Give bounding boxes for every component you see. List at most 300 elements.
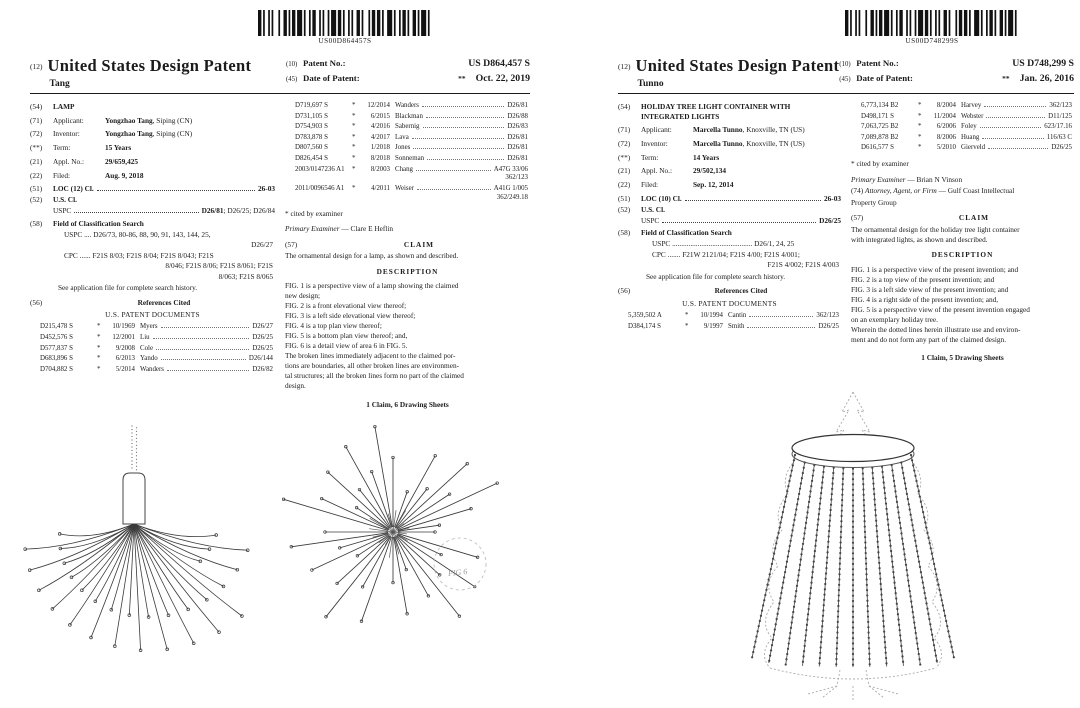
citation-star: * — [918, 102, 922, 110]
citation-star: * — [352, 112, 356, 120]
patent-date-row — [839, 73, 1074, 86]
citation-class: D26/81 — [507, 154, 528, 162]
citation-id: D754,903 S — [295, 123, 328, 131]
appl-no-label: Appl. No.: — [641, 166, 673, 176]
field-num: (57) — [285, 239, 298, 249]
citation-class: D26/144 — [248, 355, 273, 363]
us-cl-label: U.S. Cl. — [53, 195, 77, 205]
dotted-leader — [413, 145, 504, 150]
citation-name: Sabernig — [395, 123, 420, 131]
term-value: 15 Years — [105, 143, 132, 153]
dotted-leader — [74, 208, 198, 213]
dotted-leader — [416, 166, 491, 171]
citation-date: 4/2017 — [370, 133, 390, 141]
inventor-surname: Tunno — [637, 78, 664, 89]
citation-id: D826,454 S — [295, 154, 328, 162]
kind-code-12: (12) — [30, 62, 43, 72]
filed-value: Sep. 12, 2014 — [693, 179, 734, 189]
field-num: (72) — [30, 129, 43, 139]
citation-star: * — [352, 133, 356, 141]
citation-id: D731,105 S — [295, 112, 328, 120]
citation-row — [40, 366, 273, 375]
citation-star: * — [97, 365, 101, 373]
cpc-search-line2: F21S 4/002; F21S 4/003 — [767, 260, 839, 270]
uspc-primary-class: D26/25 — [819, 215, 841, 225]
citation-class: D26/25 — [252, 344, 273, 352]
term-stars: ** — [458, 74, 466, 84]
citation-name: Foley — [961, 123, 977, 131]
citation-name: Webster — [961, 112, 984, 120]
term-value: 14 Years — [693, 152, 720, 162]
dotted-leader — [153, 334, 250, 339]
inventor-address: , Siping (CN) — [152, 129, 193, 139]
citation-name: Myers — [140, 323, 158, 331]
citation-id: D683,896 S — [40, 355, 73, 363]
inventor-label: Inventor: — [641, 138, 668, 148]
dotted-leader — [161, 324, 250, 329]
citation-date: 10/1994 — [700, 312, 723, 319]
citation-id: D719,697 S — [295, 102, 328, 110]
header-number-block — [839, 55, 1074, 90]
references-cited-label: References Cited — [137, 297, 191, 307]
field-num: (51) — [618, 193, 631, 203]
citation-id: D616,577 S — [861, 144, 894, 152]
citation-star: * — [97, 355, 101, 363]
field-term — [30, 143, 275, 152]
dotted-leader — [662, 218, 816, 223]
filed-value: Aug. 9, 2018 — [105, 170, 144, 180]
citation-id: 6,773,134 B2 — [861, 102, 899, 110]
citation-id: D498,171 S — [861, 112, 894, 120]
uspc-primary-class: D26/81 — [201, 206, 224, 216]
description-line: Wherein the dotted lines herein illustrate use and environ- — [851, 324, 1021, 334]
field-num: (57) — [851, 213, 864, 223]
description-line: tal structures; all the broken lines form no part of the claimed — [285, 371, 464, 381]
description-text — [851, 265, 1074, 344]
citation-star: * — [352, 102, 356, 110]
citation-class: D26/81 — [507, 102, 528, 110]
citation-star: * — [918, 144, 922, 152]
dotted-leader — [161, 355, 246, 360]
description-line: FIG. 1 is a perspective view of the present invention; and — [851, 264, 1019, 274]
loc-class-value: 26-03 — [823, 193, 841, 203]
title-line1: HOLIDAY TREE LIGHT CONTAINER WITH — [641, 102, 791, 112]
classification-search-label: Field of Classification Search — [641, 228, 732, 238]
citation-name: Lava — [395, 133, 409, 141]
claim-line: with integrated lights, as shown and described. — [851, 234, 988, 244]
field-title — [30, 102, 275, 111]
bibliographic-column — [30, 102, 275, 409]
dotted-leader — [422, 102, 504, 107]
invention-title — [641, 102, 790, 121]
dotted-leader — [984, 102, 1046, 107]
citation-date: 9/2008 — [115, 344, 135, 352]
citation-date: 4/2016 — [370, 123, 390, 131]
citation-id: D215,478 S — [40, 323, 73, 331]
citation-date: 6/2015 — [370, 112, 390, 120]
citation-id: 7,063,725 B2 — [861, 123, 899, 131]
filed-label: Filed: — [53, 170, 71, 180]
description-line: FIG. 6 is a detail view of area 6 in FIG. 5. — [285, 341, 408, 351]
field-applicant — [618, 125, 841, 134]
citation-star: * — [352, 185, 356, 193]
citation-row — [40, 355, 273, 364]
figure-lamp-perspective — [20, 418, 265, 708]
description-line: FIG. 2 is a top view of the present invention; and — [851, 274, 995, 284]
us-patent-documents-label: U.S. PATENT DOCUMENTS — [682, 298, 777, 308]
citation-name: Blackman — [395, 112, 423, 120]
citation-row — [861, 134, 1072, 143]
field-num: (71) — [30, 115, 43, 125]
description-title: DESCRIPTION — [376, 266, 439, 276]
loc-class-label: LOC (10) Cl. — [641, 193, 682, 203]
field-num: (52) — [618, 204, 631, 214]
barcode-image — [258, 10, 433, 36]
description-line: new design; — [285, 291, 321, 301]
field-num: (22) — [30, 170, 43, 180]
citation-class: D26/25 — [1051, 144, 1072, 152]
citation-row — [40, 323, 273, 332]
references-cited-header — [618, 286, 841, 295]
citation-id: 2011/0096546 A1 — [295, 185, 345, 193]
document-type-title: United States Design Patent — [635, 56, 840, 76]
cpc-search-line: CPC ...... F21S 8/03; F21S 8/04; F21S 8/043; F21S — [64, 250, 214, 260]
citation-name: Chang — [395, 165, 413, 173]
citation-date: 6/2013 — [115, 355, 135, 363]
applicant-name: Marcella Tunno — [693, 125, 743, 135]
code-10: (10) — [286, 61, 298, 69]
citation-id: 5,359,502 A — [628, 312, 662, 319]
search-history-note: See application file for complete search history. — [58, 283, 198, 293]
attorney-label: Attorney, Agent, or Firm — [865, 186, 937, 196]
field-us-cl — [30, 195, 275, 204]
filed-label: Filed: — [641, 179, 659, 189]
citations-list — [30, 323, 275, 374]
description-line: FIG. 5 is a bottom plan view thereof; and, — [285, 331, 408, 341]
title-line1: LAMP — [53, 102, 75, 112]
citation-row — [295, 185, 528, 203]
citation-name: Wanders — [140, 365, 164, 373]
citation-date: 11/2004 — [933, 112, 956, 120]
term-label: Term: — [641, 152, 659, 162]
description-line: on an exemplary holiday tree. — [851, 314, 938, 324]
field-appl-no — [618, 166, 841, 175]
citation-name: Cole — [140, 344, 154, 352]
citation-id: 2003/0147236 A1 — [295, 165, 345, 173]
citation-date: 12/2001 — [112, 334, 135, 342]
dotted-leader — [423, 123, 505, 128]
citation-class2: 362/123 — [505, 174, 528, 182]
applicant-address: , Knoxville, TN (US) — [742, 125, 805, 135]
us-cl-uspc-row — [641, 216, 841, 225]
code-10: (10) — [839, 61, 851, 69]
classification-search-label: Field of Classification Search — [53, 218, 144, 228]
description-title: DESCRIPTION — [931, 250, 994, 260]
citation-class: D26/25 — [252, 334, 273, 342]
loc-class-value: 26-03 — [257, 184, 275, 194]
citation-class2: 362/249.18 — [496, 194, 528, 202]
citation-row — [295, 123, 528, 132]
uspc-label: USPC — [53, 206, 72, 216]
header-rule — [30, 93, 530, 94]
description-line: FIG. 3 is a left side view of the present invention; and — [851, 284, 1009, 294]
dotted-leader — [685, 196, 821, 201]
patent-no-label: Patent No.: — [303, 58, 346, 69]
dotted-leader — [97, 186, 255, 191]
citation-class: D11/125 — [1048, 112, 1072, 120]
description-line: FIG. 4 is a top plan view thereof; — [285, 321, 382, 331]
citation-class: D26/81 — [507, 133, 528, 141]
figure-lamp-bottom-view — [268, 390, 530, 698]
citation-class: D26/88 — [507, 112, 528, 120]
citation-row — [861, 102, 1072, 111]
patent-number-row — [839, 58, 1074, 71]
citation-class: 362/123 — [1049, 102, 1072, 110]
field-loc-class — [618, 194, 841, 203]
description-line: FIG. 3 is a left side elevational view thereof; — [285, 311, 416, 321]
citation-class: A47G 33/06 — [493, 165, 528, 173]
patent-date-row — [286, 73, 530, 86]
citation-row — [295, 166, 528, 184]
field-us-cl — [618, 205, 841, 214]
citation-name: Gierveld — [961, 144, 986, 152]
citation-date: 8/2003 — [370, 165, 390, 173]
field-appl-no — [30, 157, 275, 166]
claim-header — [285, 240, 530, 249]
uspc-search-line: USPC ............................................ D26/1, 24, 25 — [652, 239, 795, 249]
applicant-label: Applicant: — [53, 115, 84, 125]
header-rule — [618, 93, 1074, 94]
inventor-surname: Tang — [49, 78, 70, 89]
cpc-search-line2: 8/046; F21S 8/06; F21S 8/061; F21S — [165, 261, 273, 271]
description-line: FIG. 1 is a perspective view of a lamp showing the claimed — [285, 281, 459, 291]
claim-line: The ornamental design for the holiday tree light container — [851, 224, 1020, 234]
patent-date: Jan. 26, 2016 — [1019, 73, 1074, 85]
bibliographic-column — [618, 102, 841, 362]
citation-id: D452,576 S — [40, 334, 73, 342]
citation-class: 116/63 C — [1046, 133, 1072, 141]
citation-name: Cantin — [728, 312, 747, 319]
figure-tree-light-container — [688, 386, 1018, 708]
term-label: Term: — [53, 143, 71, 153]
description-line: FIG. 2 is a front elevational view thereof; — [285, 301, 407, 311]
citation-name: Harvey — [961, 102, 982, 110]
references-cited-header — [30, 298, 275, 307]
field-num: (71) — [618, 125, 631, 135]
field-inventor — [30, 129, 275, 138]
header-title-block — [618, 55, 839, 90]
citation-star: * — [685, 322, 689, 330]
citation-row — [40, 345, 273, 354]
examiner-label: Primary Examiner — [851, 174, 906, 184]
citation-class: 362/123 — [816, 312, 839, 319]
cpc-search-line3: 8/063; F21S 8/065 — [218, 271, 273, 281]
description-line: FIG. 5 is a perspective view of the present invention engaged — [851, 304, 1030, 314]
citation-row — [295, 113, 528, 122]
invention-title — [53, 102, 74, 111]
citation-date: 8/2004 — [936, 102, 956, 110]
term-stars: ** — [1002, 74, 1010, 84]
appl-no-value: 29/659,425 — [105, 156, 139, 166]
citation-star: * — [352, 123, 356, 131]
citation-date: 12/2014 — [367, 102, 390, 110]
citation-date: 9/1997 — [703, 322, 723, 330]
citation-row — [40, 334, 273, 343]
us-cl-label: U.S. Cl. — [641, 204, 665, 214]
primary-examiner-line — [285, 224, 530, 233]
attorney-line — [851, 186, 1074, 195]
claim-line: The ornamental design for a lamp, as shown and described. — [285, 251, 459, 261]
citation-row — [861, 113, 1072, 122]
applicant-label: Applicant: — [641, 125, 672, 135]
citation-row — [295, 155, 528, 164]
field-num: (**) — [30, 143, 43, 153]
citation-star: * — [97, 344, 101, 352]
attorney-firm-line2: Property Group — [851, 197, 897, 207]
code-45: (45) — [286, 76, 298, 84]
document-type-title: United States Design Patent — [47, 56, 252, 76]
citation-star: * — [918, 112, 922, 120]
field-num: (58) — [30, 218, 43, 228]
cited-by-examiner-note: * cited by examiner — [851, 159, 909, 169]
barcode-text: US00D864457S — [318, 37, 372, 45]
field-num: (21) — [618, 166, 631, 176]
citation-name: Huang — [961, 133, 980, 141]
description-line: The broken lines immediately adjacent to the claimed por- — [285, 351, 456, 361]
citation-name: Liu — [140, 334, 150, 342]
barcode-text: US00D748299S — [905, 37, 959, 45]
dotted-leader — [426, 113, 504, 118]
patent-number: US D748,299 S — [1012, 58, 1074, 70]
drawing-sheets-note: 1 Claim, 6 Drawing Sheets — [366, 399, 449, 409]
field-inventor — [618, 139, 841, 148]
us-patent-documents-label: U.S. PATENT DOCUMENTS — [105, 310, 200, 319]
barcode — [255, 10, 435, 46]
barcode — [842, 10, 1022, 46]
dotted-leader — [156, 345, 249, 350]
inventor-label: Inventor: — [53, 129, 80, 139]
claims-column — [285, 102, 530, 409]
primary-examiner-line — [851, 175, 1074, 184]
date-label: Date of Patent: — [303, 73, 360, 84]
description-text — [285, 281, 530, 390]
uspc-search-line2: D26/27 — [251, 240, 273, 250]
cpc-search-line: CPC ....... F21W 2121/04; F21S 4/00; F21S 4/001; — [652, 249, 800, 259]
citation-row — [861, 144, 1072, 153]
uspc-other-classes: ; D26/25; D26/84 — [223, 206, 275, 216]
applicant-address: , Siping (CN) — [152, 115, 193, 125]
inventor-name: Yongzhao Tang — [105, 129, 153, 139]
dotted-leader — [982, 134, 1043, 139]
inventor-address: , Knoxville, TN (US) — [742, 138, 805, 148]
examiner-name: — Brian N Vinson — [905, 174, 963, 184]
citation-date: 10/1969 — [112, 323, 135, 331]
citations-list — [618, 312, 841, 332]
search-history-note: See application file for complete search history. — [646, 271, 786, 281]
uspc-search-line: USPC .... D26/73, 80-86, 88, 90, 91, 143, 144, 25, — [64, 229, 211, 239]
field-filed — [618, 180, 841, 189]
citation-star: * — [918, 123, 922, 131]
patent-header — [30, 55, 530, 90]
field-applicant — [30, 116, 275, 125]
cited-by-examiner-note: * cited by examiner — [285, 208, 343, 218]
date-label: Date of Patent: — [856, 73, 913, 84]
citation-id: D384,174 S — [628, 322, 661, 330]
citation-class: D26/27 — [252, 323, 273, 331]
patent-body — [618, 102, 1074, 362]
citation-name: Smith — [728, 322, 745, 330]
citation-name: Weiser — [395, 185, 414, 193]
citation-date: 8/2006 — [936, 133, 956, 141]
citation-row — [295, 134, 528, 143]
dotted-leader — [988, 145, 1048, 150]
citation-id: D577,837 S — [40, 344, 73, 352]
citation-row — [861, 123, 1072, 132]
field-num: (22) — [618, 179, 631, 189]
patent-date: Oct. 22, 2019 — [475, 73, 530, 85]
claims-column — [851, 102, 1074, 362]
citation-row — [628, 323, 839, 332]
references-cited-label: References Cited — [714, 286, 768, 296]
citation-class: A41G 1/005 — [493, 185, 528, 193]
description-line: tions are boundaries, all other broken lines are environmen- — [285, 361, 460, 371]
field-num: (51) — [30, 184, 43, 194]
dotted-leader — [427, 155, 504, 160]
citation-star: * — [97, 334, 101, 342]
claim-header — [851, 213, 1074, 222]
description-line: design. — [285, 381, 306, 391]
field-num: (72) — [618, 138, 631, 148]
citation-id: 7,089,878 B2 — [861, 133, 899, 141]
field-num: (58) — [618, 228, 631, 238]
citation-star: * — [352, 165, 356, 173]
field-num: (54) — [618, 102, 631, 112]
field-num: (56) — [618, 286, 631, 296]
field-num: (56) — [30, 297, 43, 307]
field-num: (54) — [30, 102, 43, 112]
citation-date: 5/2010 — [936, 144, 956, 152]
citation-date: 4/2011 — [371, 185, 390, 193]
citation-class: D26/81 — [507, 144, 528, 152]
patent-body — [30, 102, 530, 409]
citation-row — [295, 102, 528, 111]
patent-no-label: Patent No.: — [856, 58, 899, 69]
appl-no-label: Appl. No.: — [53, 156, 85, 166]
title-line2: INTEGRATED LIGHTS — [641, 111, 720, 121]
dotted-leader — [980, 123, 1042, 128]
claim-text — [285, 251, 530, 260]
citation-star: * — [97, 323, 101, 331]
citations-list — [851, 102, 1074, 153]
citation-class: 623/17.16 — [1044, 123, 1072, 131]
citation-date: 6/2006 — [936, 123, 956, 131]
citation-date: 1/2018 — [370, 144, 390, 152]
field-term — [618, 153, 841, 162]
examiner-name: — Clare E Heflin — [339, 224, 394, 234]
citation-id: D704,882 S — [40, 365, 73, 373]
kind-code-12: (12) — [618, 62, 631, 72]
citation-star: * — [685, 312, 689, 319]
field-classification-search — [618, 228, 841, 237]
citation-class: D26/83 — [507, 123, 528, 131]
description-line: ment and do not form any part of the claimed design. — [851, 334, 1007, 344]
barcode-image — [845, 10, 1020, 36]
citation-class: D26/82 — [252, 365, 273, 373]
field-filed — [30, 171, 275, 180]
patent-page-d748299 — [540, 0, 1080, 708]
dotted-leader — [412, 134, 505, 139]
citation-date: 5/2014 — [115, 365, 135, 373]
